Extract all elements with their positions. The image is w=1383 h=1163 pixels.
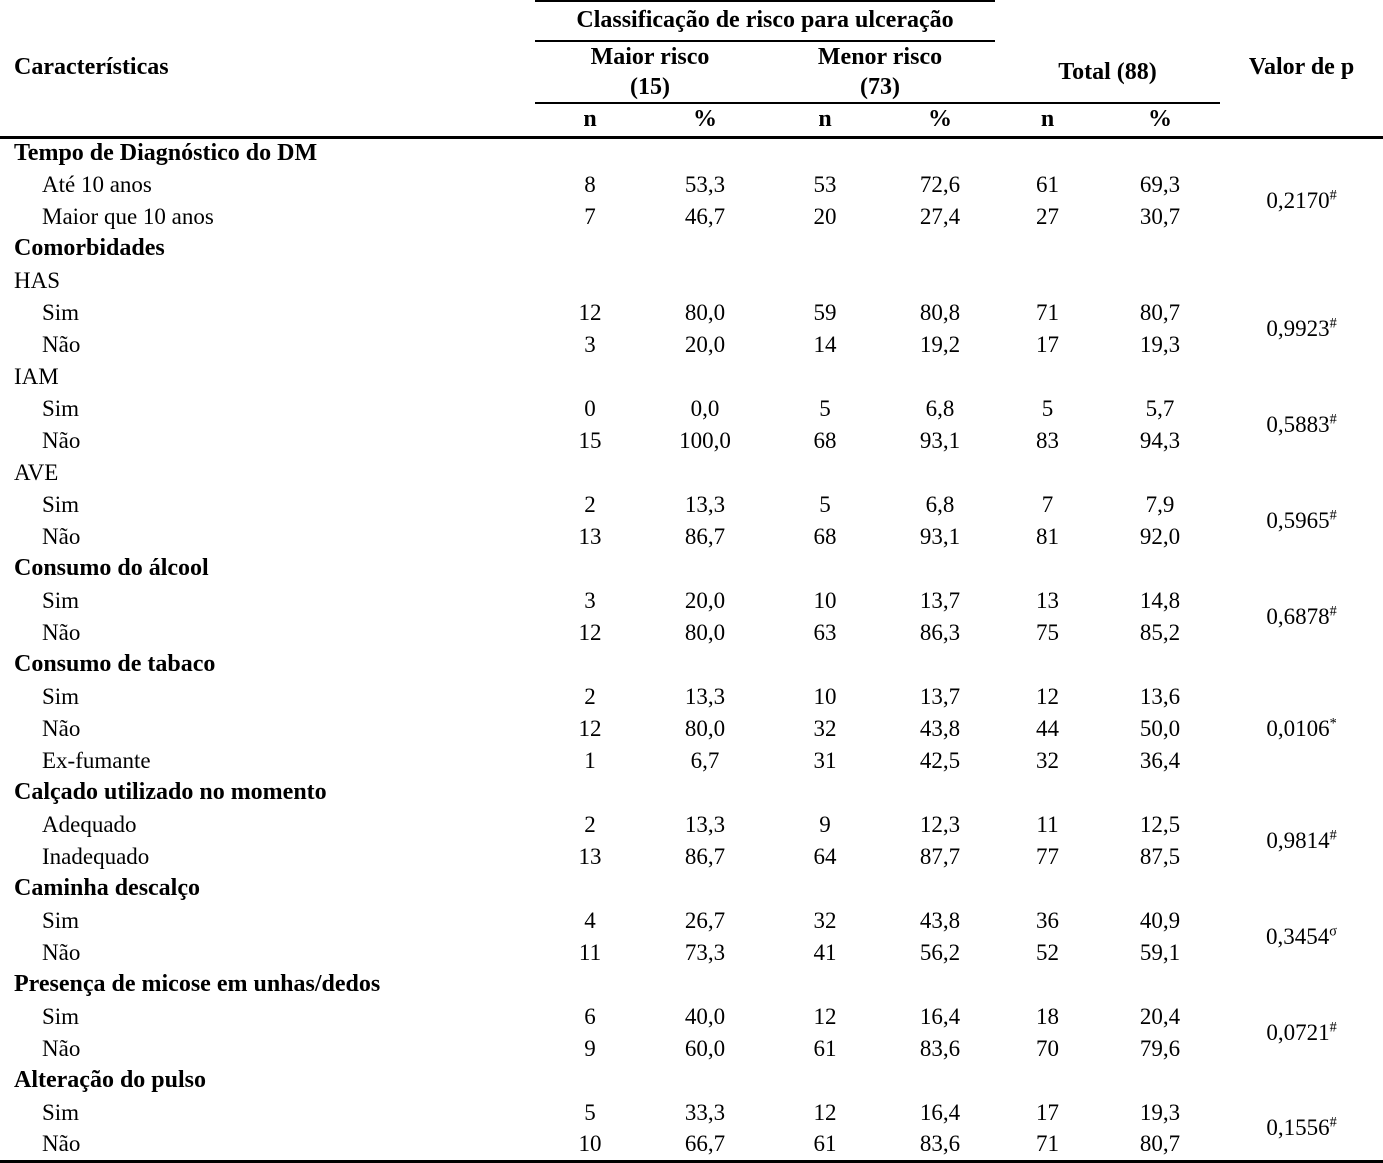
- table-row: [0, 745, 1383, 777]
- section-header-row: [0, 777, 1383, 809]
- cell-value: 61: [1036, 171, 1059, 197]
- cell-value: 20: [813, 203, 837, 229]
- cell-value: 12: [578, 299, 602, 325]
- table-row: [0, 297, 1383, 329]
- cell-value: 30,7: [1139, 203, 1181, 229]
- p-value: 0,0721#: [1266, 1019, 1337, 1045]
- cell-value: 68: [813, 427, 837, 453]
- row-label: Adequado: [42, 811, 137, 837]
- row-label: Não: [42, 523, 81, 549]
- cell-value: 66,7: [684, 1131, 726, 1157]
- cell-value: 32: [813, 715, 837, 741]
- p-value-mark: #: [1329, 507, 1337, 524]
- cell-value: 68: [813, 523, 837, 549]
- p-value-mark: #: [1329, 1114, 1337, 1131]
- section-header: Presença de micose em unhas/dedos: [14, 971, 381, 998]
- col-header-pct-menor: %: [885, 103, 995, 137]
- row-label: Não: [42, 1035, 81, 1061]
- section-header-row: [0, 553, 1383, 585]
- p-value: 0,5883#: [1266, 411, 1337, 437]
- p-value-mark: #: [1329, 827, 1337, 844]
- cell-value: 19,3: [1139, 1099, 1181, 1125]
- cell-value: 80,0: [684, 715, 726, 741]
- cell-value: 56,2: [919, 939, 961, 965]
- cell-value: 93,1: [919, 427, 961, 453]
- cell-value: 2: [584, 491, 596, 517]
- cell-value: 12: [1036, 683, 1059, 709]
- cell-value: 19,2: [919, 331, 961, 357]
- col-header-pct-maior: %: [645, 103, 765, 137]
- row-label: Não: [42, 331, 81, 357]
- col-header-p-value: Valor de p: [1220, 1, 1383, 137]
- section-header: Consumo de tabaco: [14, 651, 216, 678]
- col-header-menor-risco: [765, 41, 995, 103]
- p-value: 0,9814#: [1266, 827, 1337, 853]
- p-value: 0,9923#: [1266, 315, 1337, 341]
- row-label: Não: [42, 619, 81, 645]
- cell-value: 12,3: [919, 811, 961, 837]
- cell-value: 69,3: [1139, 171, 1181, 197]
- p-value-mark: #: [1329, 315, 1337, 332]
- cell-value: 0: [584, 395, 596, 421]
- cell-value: 18: [1036, 1003, 1059, 1029]
- subsection-header: IAM: [14, 363, 59, 389]
- cell-value: 71: [1036, 299, 1059, 325]
- cell-value: 2: [584, 683, 596, 709]
- cell-value: 50,0: [1139, 715, 1181, 741]
- cell-value: 77: [1036, 843, 1059, 869]
- row-label: Sim: [42, 299, 80, 325]
- header-spacer: [995, 1, 1220, 41]
- table-row: [0, 841, 1383, 873]
- cell-value: 6,8: [925, 491, 955, 517]
- section-header-row: [0, 873, 1383, 905]
- table-row: [0, 393, 1383, 425]
- cell-value: 94,3: [1139, 427, 1181, 453]
- cell-value: 86,3: [919, 619, 961, 645]
- cell-value: 11: [578, 939, 602, 965]
- cell-value: 9: [584, 1035, 596, 1061]
- cell-value: 20,0: [684, 331, 726, 357]
- cell-value: 41: [813, 939, 837, 965]
- p-value: 0,0106*: [1266, 715, 1337, 741]
- cell-value: 32: [1036, 747, 1059, 773]
- cell-value: 43,8: [919, 715, 961, 741]
- table-row: [0, 1033, 1383, 1065]
- cell-value: 86,7: [684, 843, 726, 869]
- cell-value: 7: [584, 203, 596, 229]
- menor-risco-label: Menor risco: [817, 44, 943, 70]
- cell-value: 46,7: [684, 203, 726, 229]
- cell-value: 42,5: [919, 747, 961, 773]
- cell-value: 71: [1036, 1131, 1059, 1157]
- table-body: [0, 137, 1383, 1161]
- row-label: Sim: [42, 587, 80, 613]
- cell-value: 16,4: [919, 1099, 961, 1125]
- cell-value: 14,8: [1139, 587, 1181, 613]
- cell-value: 13,3: [684, 683, 726, 709]
- cell-value: 59,1: [1139, 939, 1181, 965]
- p-value-mark: *: [1329, 715, 1337, 732]
- cell-value: 6,8: [925, 395, 955, 421]
- cell-value: 85,2: [1139, 619, 1181, 645]
- cell-value: 87,7: [919, 843, 961, 869]
- row-label: Sim: [42, 1003, 80, 1029]
- cell-value: 0,0: [690, 395, 720, 421]
- cell-value: 6: [584, 1003, 596, 1029]
- subsection-header-row: [0, 361, 1383, 393]
- cell-value: 81: [1036, 523, 1059, 549]
- table-row: [0, 169, 1383, 201]
- cell-value: 14: [813, 331, 837, 357]
- cell-value: 3: [584, 331, 596, 357]
- subsection-header: HAS: [14, 267, 61, 293]
- cell-value: 20,4: [1139, 1003, 1181, 1029]
- table-row: [0, 1001, 1383, 1033]
- cell-value: 13: [578, 843, 602, 869]
- cell-value: 79,6: [1139, 1035, 1181, 1061]
- cell-value: 60,0: [684, 1035, 726, 1061]
- table-header: [0, 1, 1383, 137]
- subsection-header-row: [0, 457, 1383, 489]
- subsection-header-row: [0, 265, 1383, 297]
- cell-value: 73,3: [684, 939, 726, 965]
- cell-value: 13,7: [919, 683, 961, 709]
- table-row: [0, 905, 1383, 937]
- section-header-row: [0, 969, 1383, 1001]
- cell-value: 83: [1036, 427, 1059, 453]
- cell-value: 10: [813, 683, 837, 709]
- cell-value: 12: [813, 1099, 837, 1125]
- col-header-maior-risco: [535, 41, 765, 103]
- cell-value: 13: [1036, 587, 1059, 613]
- cell-value: 12: [578, 619, 602, 645]
- cell-value: 64: [813, 843, 837, 869]
- cell-value: 63: [813, 619, 837, 645]
- table-row: [0, 617, 1383, 649]
- p-value: 0,5965#: [1266, 507, 1337, 533]
- cell-value: 5: [1041, 395, 1054, 421]
- maior-risco-count: (15): [630, 74, 670, 100]
- section-header-row: [0, 649, 1383, 681]
- cell-value: 80,0: [684, 619, 726, 645]
- menor-risco-count: (73): [860, 74, 900, 100]
- cell-value: 13,3: [684, 491, 726, 517]
- table-row: [0, 329, 1383, 361]
- cell-value: 13: [578, 523, 602, 549]
- table-row: [0, 713, 1383, 745]
- cell-value: 52: [1036, 939, 1059, 965]
- section-header: Comorbidades: [14, 235, 165, 262]
- cell-value: 10: [578, 1131, 602, 1157]
- row-label: Não: [42, 939, 81, 965]
- col-header-total: Total (88): [995, 41, 1220, 103]
- cell-value: 8: [584, 171, 596, 197]
- maior-risco-label: Maior risco: [590, 44, 710, 70]
- cell-value: 75: [1036, 619, 1059, 645]
- cell-value: 7,9: [1145, 491, 1175, 517]
- cell-value: 4: [584, 907, 596, 933]
- cell-value: 9: [819, 811, 831, 837]
- cell-value: 12: [813, 1003, 837, 1029]
- row-label: Sim: [42, 907, 80, 933]
- cell-value: 40,0: [684, 1003, 726, 1029]
- cell-value: 36,4: [1139, 747, 1181, 773]
- cell-value: 5,7: [1145, 395, 1175, 421]
- col-header-n-total: n: [995, 103, 1100, 137]
- p-value: $0,3454^\sigma$: [1266, 923, 1337, 949]
- row-label: Sim: [42, 491, 80, 517]
- header-row-group-title: [0, 1, 1383, 41]
- cell-value: 70: [1036, 1035, 1059, 1061]
- cell-value: 36: [1036, 907, 1059, 933]
- cell-value: 80,8: [919, 299, 961, 325]
- cell-value: 40,9: [1139, 907, 1181, 933]
- row-label: Sim: [42, 395, 80, 421]
- cell-value: 61: [813, 1035, 837, 1061]
- cell-value: 10: [813, 587, 837, 613]
- table-row: [0, 425, 1383, 457]
- row-label: Até 10 anos: [42, 171, 152, 197]
- cell-value: 2: [584, 811, 596, 837]
- cell-value: 27,4: [919, 203, 961, 229]
- p-value-mark: #: [1329, 187, 1337, 204]
- row-label: Sim: [42, 1099, 80, 1125]
- subsection-header: AVE: [14, 459, 59, 485]
- cell-value: 27: [1036, 203, 1059, 229]
- cell-value: 7: [1041, 491, 1054, 517]
- cell-value: 31: [813, 747, 837, 773]
- table-row: [0, 521, 1383, 553]
- cell-value: 100,0: [679, 427, 731, 453]
- section-header: Calçado utilizado no momento: [14, 779, 327, 806]
- cell-value: 15: [578, 427, 602, 453]
- cell-value: 93,1: [919, 523, 961, 549]
- cell-value: 11: [1036, 811, 1059, 837]
- cell-value: 1: [584, 747, 596, 773]
- table-row: [0, 937, 1383, 969]
- cell-value: 87,5: [1139, 843, 1181, 869]
- section-header: Caminha descalço: [14, 875, 200, 902]
- cell-value: 13,3: [684, 811, 726, 837]
- cell-value: 16,4: [919, 1003, 961, 1029]
- table-row: [0, 1129, 1383, 1161]
- cell-value: 59: [813, 299, 837, 325]
- section-header-row: [0, 137, 1383, 169]
- table-row: [0, 489, 1383, 521]
- cell-value: 72,6: [919, 171, 961, 197]
- section-header-row: [0, 1065, 1383, 1097]
- cell-value: 13,6: [1139, 683, 1181, 709]
- p-value-mark: σ: [1329, 923, 1337, 940]
- p-value: 0,1556#: [1266, 1114, 1337, 1141]
- section-header: Consumo do álcool: [14, 555, 209, 582]
- row-label: Não: [42, 1131, 81, 1157]
- cell-value: 19,3: [1139, 331, 1181, 357]
- row-label: Inadequado: [42, 843, 150, 869]
- table-row: [0, 1097, 1383, 1129]
- cell-value: 26,7: [684, 907, 726, 933]
- cell-value: 20,0: [684, 587, 726, 613]
- row-label: Ex-fumante: [42, 747, 151, 773]
- table-row: [0, 201, 1383, 233]
- cell-value: 86,7: [684, 523, 726, 549]
- table-row: [0, 585, 1383, 617]
- section-header: Alteração do pulso: [14, 1067, 206, 1094]
- p-value: 0,2170#: [1266, 187, 1337, 213]
- cell-value: 3: [584, 587, 596, 613]
- col-header-n-maior: n: [535, 103, 645, 137]
- cell-value: 44: [1036, 715, 1059, 741]
- cell-value: 53,3: [684, 171, 726, 197]
- cell-value: 32: [813, 907, 837, 933]
- p-value: 0,6878#: [1266, 603, 1337, 629]
- cell-value: 61: [813, 1131, 837, 1157]
- col-group-title: Classificação de risco para ulceração: [535, 1, 995, 41]
- row-label: Não: [42, 715, 81, 741]
- p-value-mark: #: [1329, 411, 1337, 428]
- cell-value: 83,6: [919, 1131, 961, 1157]
- cell-value: 5: [584, 1099, 596, 1125]
- col-header-characteristics: Características: [0, 1, 535, 137]
- cell-value: 5: [819, 491, 831, 517]
- col-header-pct-total: %: [1100, 103, 1220, 137]
- row-label: Maior que 10 anos: [42, 203, 214, 229]
- cell-value: 12: [578, 715, 602, 741]
- cell-value: 92,0: [1139, 523, 1181, 549]
- cell-value: 5: [819, 395, 831, 421]
- col-header-n-menor: n: [765, 103, 885, 137]
- cell-value: 43,8: [919, 907, 961, 933]
- row-label: Sim: [42, 683, 80, 709]
- cell-value: 17: [1036, 331, 1059, 357]
- cell-value: 13,7: [919, 587, 961, 613]
- cell-value: 6,7: [690, 747, 720, 773]
- cell-value: 80,7: [1139, 1131, 1181, 1157]
- row-label: Não: [42, 427, 81, 453]
- table-row: [0, 681, 1383, 713]
- section-header: Tempo de Diagnóstico do DM: [14, 139, 318, 166]
- p-value-mark: #: [1329, 1019, 1337, 1036]
- cell-value: 33,3: [684, 1099, 726, 1125]
- cell-value: 17: [1036, 1099, 1059, 1125]
- cell-value: 12,5: [1139, 811, 1181, 837]
- cell-value: 83,6: [919, 1035, 961, 1061]
- p-value-mark: #: [1329, 603, 1337, 620]
- cell-value: 80,7: [1139, 299, 1181, 325]
- cell-value: 53: [813, 171, 837, 197]
- cell-value: 80,0: [684, 299, 726, 325]
- section-header-row: [0, 233, 1383, 265]
- table-row: [0, 809, 1383, 841]
